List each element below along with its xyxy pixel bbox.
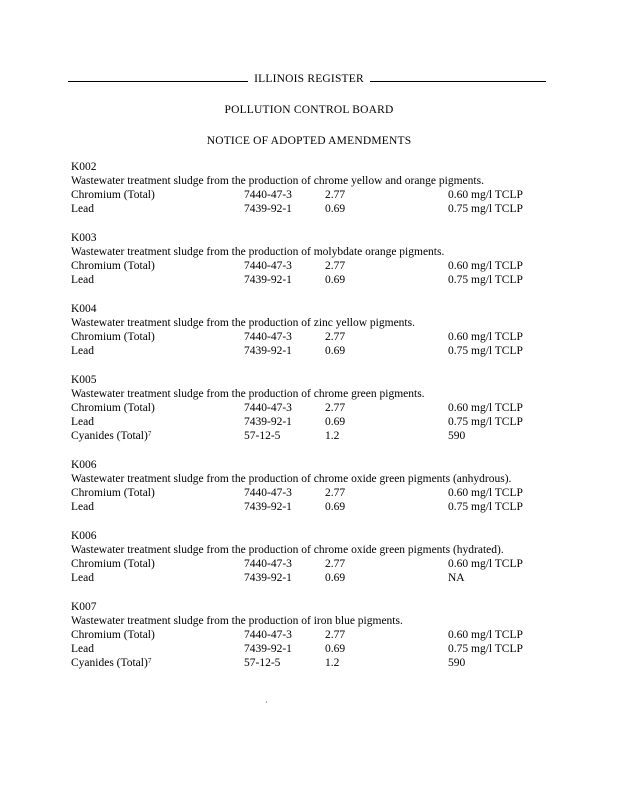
wastewater-standard: 2.77: [325, 331, 346, 343]
constituent-name: [71, 656, 151, 670]
constituent-row: [71, 500, 551, 514]
constituent-name-text: Lead: [71, 345, 94, 357]
nonwastewater-standard: 0.75 mg/l TCLP: [448, 203, 523, 215]
constituent-name: [71, 429, 151, 443]
nonwastewater-standard: 590: [448, 430, 466, 442]
constituent-name-text: Chromium (Total): [71, 402, 155, 414]
constituent-row: [71, 642, 551, 656]
nonwastewater-standard: 0.60 mg/l TCLP: [448, 487, 523, 499]
waste-description: Wastewater treatment sludge from the production of iron blue pigments.: [71, 615, 403, 627]
constituent-name: [71, 188, 155, 202]
constituent-name-text: Cyanides (Total): [71, 430, 148, 442]
wastewater-standard: 0.69: [325, 501, 346, 513]
wastewater-standard: 2.77: [325, 260, 346, 272]
wastewater-standard: 0.69: [325, 345, 346, 357]
wastewater-standard: 0.69: [325, 572, 346, 584]
wastewater-standard: 0.69: [325, 274, 346, 286]
cas-number: 7439-92-1: [244, 643, 292, 655]
nonwastewater-standard: 0.75 mg/l TCLP: [448, 274, 523, 286]
constituent-name: [71, 273, 94, 287]
constituent-row: [71, 429, 551, 443]
nonwastewater-standard: 590: [448, 657, 466, 669]
wastewater-standard: 2.77: [325, 487, 346, 499]
nonwastewater-standard: 0.60 mg/l TCLP: [448, 260, 523, 272]
wastewater-standard: 2.77: [325, 402, 346, 414]
constituent-row: [71, 259, 551, 273]
waste-code: K005: [71, 374, 97, 386]
cas-number: 7439-92-1: [244, 203, 292, 215]
wastewater-standard: 2.77: [325, 189, 346, 201]
cas-number: 7440-47-3: [244, 260, 292, 272]
footnote-marker: 7: [147, 657, 152, 665]
waste-code: K006: [71, 530, 97, 542]
nonwastewater-standard: 0.60 mg/l TCLP: [448, 402, 523, 414]
nonwastewater-standard: 0.60 mg/l TCLP: [448, 189, 523, 201]
constituent-name: [71, 344, 94, 358]
constituent-name-text: Chromium (Total): [71, 260, 155, 272]
constituent-row: [71, 656, 551, 670]
waste-description: Wastewater treatment sludge from the production of chrome oxide green pigments (hydrated).: [71, 544, 504, 556]
wastewater-standard: 0.69: [325, 643, 346, 655]
waste-section: [71, 458, 551, 514]
page-mark: ·: [265, 698, 268, 707]
waste-section: [71, 600, 551, 670]
waste-code: K007: [71, 601, 97, 613]
constituent-name-text: Lead: [71, 203, 94, 215]
waste-section: [71, 302, 551, 358]
constituent-name-text: Chromium (Total): [71, 558, 155, 570]
constituent-name: [71, 401, 155, 415]
constituent-name: [71, 557, 155, 571]
waste-description: Wastewater treatment sludge from the production of chrome yellow and orange pigments.: [71, 175, 484, 187]
waste-description: Wastewater treatment sludge from the production of chrome oxide green pigments (anhydrous).: [71, 473, 512, 485]
constituent-name-text: Lead: [71, 274, 94, 286]
nonwastewater-standard: 0.75 mg/l TCLP: [448, 416, 523, 428]
nonwastewater-standard: 0.60 mg/l TCLP: [448, 558, 523, 570]
cas-number: 7439-92-1: [244, 572, 292, 584]
constituent-name: [71, 330, 155, 344]
waste-code: K006: [71, 459, 97, 471]
cas-number: 7439-92-1: [244, 501, 292, 513]
board-heading: POLLUTION CONTROL BOARD: [224, 104, 394, 116]
constituent-row: [71, 202, 551, 216]
cas-number: 57-12-5: [244, 430, 281, 442]
constituent-name-text: Chromium (Total): [71, 189, 155, 201]
constituent-row: [71, 344, 551, 358]
wastewater-standard: 2.77: [325, 629, 346, 641]
constituent-name-text: Lead: [71, 572, 94, 584]
cas-number: 7440-47-3: [244, 331, 292, 343]
waste-section: [71, 231, 551, 287]
waste-code-sections: [71, 160, 551, 685]
cas-number: 7439-92-1: [244, 274, 292, 286]
waste-description: Wastewater treatment sludge from the production of molybdate orange pigments.: [71, 246, 445, 258]
waste-description: Wastewater treatment sludge from the production of zinc yellow pigments.: [71, 317, 415, 329]
constituent-name: [71, 500, 94, 514]
cas-number: 7439-92-1: [244, 416, 292, 428]
constituent-name-text: Lead: [71, 416, 94, 428]
nonwastewater-standard: 0.75 mg/l TCLP: [448, 345, 523, 357]
constituent-row: [71, 273, 551, 287]
register-heading: ILLINOIS REGISTER: [0, 73, 618, 85]
wastewater-standard: 1.2: [325, 430, 340, 442]
waste-code: K002: [71, 161, 97, 173]
wastewater-standard: 2.77: [325, 558, 346, 570]
constituent-name-text: Chromium (Total): [71, 487, 155, 499]
waste-description: Wastewater treatment sludge from the production of chrome green pigments.: [71, 388, 425, 400]
cas-number: 57-12-5: [244, 657, 281, 669]
constituent-name-text: Lead: [71, 501, 94, 513]
nonwastewater-standard: 0.60 mg/l TCLP: [448, 629, 523, 641]
constituent-row: [71, 557, 551, 571]
constituent-row: [71, 415, 551, 429]
cas-number: 7440-47-3: [244, 189, 292, 201]
nonwastewater-standard: 0.75 mg/l TCLP: [448, 643, 523, 655]
constituent-name-text: Cyanides (Total): [71, 657, 148, 669]
notice-heading: NOTICE OF ADOPTED AMENDMENTS: [206, 135, 412, 147]
constituent-name: [71, 628, 155, 642]
constituent-name: [71, 259, 155, 273]
constituent-name-text: Lead: [71, 643, 94, 655]
waste-code: K003: [71, 232, 97, 244]
constituent-row: [71, 401, 551, 415]
cas-number: 7440-47-3: [244, 558, 292, 570]
footnote-marker: 7: [147, 430, 152, 438]
wastewater-standard: 1.2: [325, 657, 340, 669]
nonwastewater-standard: 0.60 mg/l TCLP: [448, 331, 523, 343]
constituent-name: [71, 642, 94, 656]
waste-section: [71, 529, 551, 585]
nonwastewater-standard: NA: [448, 572, 465, 584]
constituent-name-text: Chromium (Total): [71, 331, 155, 343]
cas-number: 7440-47-3: [244, 629, 292, 641]
waste-section: [71, 160, 551, 216]
constituent-name: [71, 415, 94, 429]
constituent-name: [71, 486, 155, 500]
constituent-row: [71, 486, 551, 500]
nonwastewater-standard: 0.75 mg/l TCLP: [448, 501, 523, 513]
constituent-row: [71, 188, 551, 202]
constituent-name-text: Chromium (Total): [71, 629, 155, 641]
cas-number: 7440-47-3: [244, 402, 292, 414]
waste-code: K004: [71, 303, 97, 315]
cas-number: 7440-47-3: [244, 487, 292, 499]
wastewater-standard: 0.69: [325, 416, 346, 428]
wastewater-standard: 0.69: [325, 203, 346, 215]
constituent-name: [71, 571, 94, 585]
constituent-row: [71, 571, 551, 585]
cas-number: 7439-92-1: [244, 345, 292, 357]
constituent-name: [71, 202, 94, 216]
constituent-row: [71, 330, 551, 344]
constituent-row: [71, 628, 551, 642]
waste-section: [71, 373, 551, 443]
